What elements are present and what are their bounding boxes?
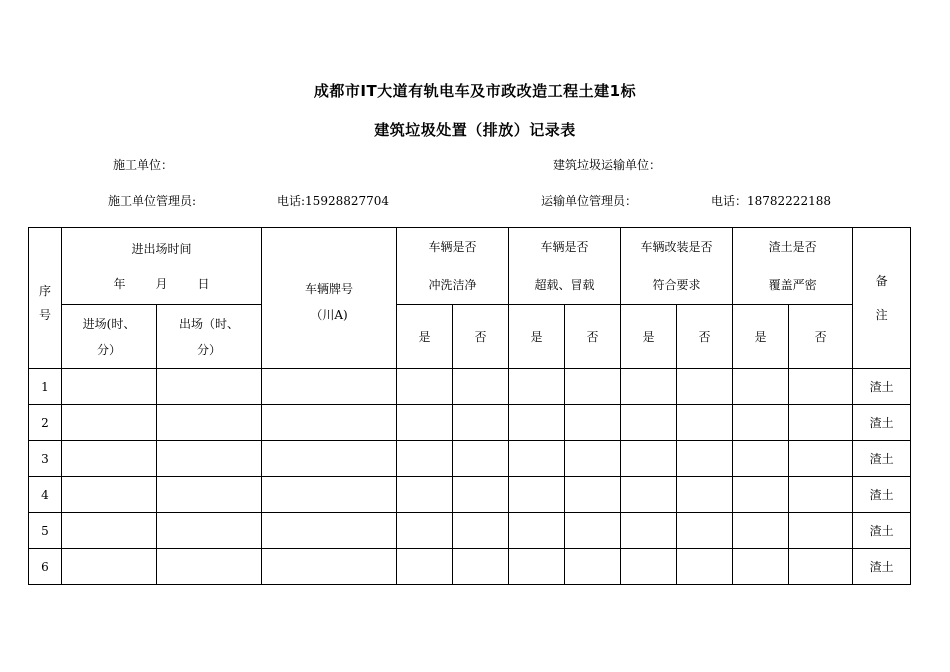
plate-header — [262, 228, 397, 369]
entry-time-header — [62, 305, 157, 369]
time-title: 进出场时间 — [131, 242, 192, 256]
form-title: 建筑垃圾处置（排放）记录表 — [374, 121, 576, 139]
clean-yes-cell[interactable] — [397, 441, 453, 477]
clean-no-cell[interactable] — [453, 513, 509, 549]
date-line — [113, 275, 209, 292]
row-number: 6 — [29, 549, 62, 585]
remark-header-char2: 注 — [875, 308, 888, 322]
document-title: 成都市IT大道有轨电车及市政改造工程土建1标 — [313, 82, 637, 100]
exit-header-line2: 分） — [197, 342, 222, 357]
overload-no-cell[interactable] — [565, 549, 621, 585]
modify-no-header: 否 — [677, 305, 733, 369]
plate-header-line1: 车辆牌号 — [305, 282, 354, 296]
clean-no-cell[interactable] — [453, 549, 509, 585]
overload-no-cell[interactable] — [565, 441, 621, 477]
year-label: 年 — [113, 277, 126, 291]
overload-no-cell[interactable] — [565, 513, 621, 549]
overload-header-line2: 超载、冒载 — [534, 278, 595, 292]
clean-no-cell[interactable] — [453, 441, 509, 477]
cover-yes-cell[interactable] — [733, 513, 789, 549]
clean-no-cell[interactable] — [453, 369, 509, 405]
overload-header — [509, 228, 621, 305]
plate-cell[interactable] — [262, 513, 397, 549]
plate-header-line2: （川A) — [310, 308, 348, 322]
entry-header-line1: 进场(时、 — [82, 316, 136, 331]
cover-yes-header: 是 — [733, 305, 789, 369]
exit-time-cell[interactable] — [157, 441, 262, 477]
header-row-2 — [29, 305, 911, 369]
clean-yes-cell[interactable] — [397, 369, 453, 405]
clean-header-line2: 冲洗洁净 — [428, 278, 477, 292]
entry-time-cell[interactable] — [62, 477, 157, 513]
overload-no-cell[interactable] — [565, 477, 621, 513]
modify-yes-cell[interactable] — [621, 441, 677, 477]
table-row — [29, 369, 911, 405]
table-row — [29, 549, 911, 585]
overload-yes-cell[interactable] — [509, 549, 565, 585]
row-number: 5 — [29, 513, 62, 549]
modify-no-cell[interactable] — [677, 549, 733, 585]
overload-yes-cell[interactable] — [509, 405, 565, 441]
table-row — [29, 513, 911, 549]
overload-no-cell[interactable] — [565, 405, 621, 441]
cover-no-cell[interactable] — [789, 513, 853, 549]
cover-no-cell[interactable] — [789, 477, 853, 513]
overload-yes-cell[interactable] — [509, 441, 565, 477]
modify-header-line2: 符合要求 — [652, 278, 701, 292]
cover-yes-cell[interactable] — [733, 405, 789, 441]
entry-time-cell[interactable] — [62, 441, 157, 477]
overload-yes-cell[interactable] — [509, 369, 565, 405]
clean-no-cell[interactable] — [453, 405, 509, 441]
clean-header-line1: 车辆是否 — [428, 240, 477, 254]
construction-manager-label: 施工单位管理员: — [108, 194, 197, 208]
modify-header — [621, 228, 733, 305]
overload-no-header: 否 — [565, 305, 621, 369]
cover-no-header: 否 — [789, 305, 853, 369]
modify-yes-cell[interactable] — [621, 369, 677, 405]
modify-no-cell[interactable] — [677, 441, 733, 477]
transport-unit-label: 建筑垃圾运输单位： — [553, 158, 662, 172]
clean-yes-cell[interactable] — [397, 513, 453, 549]
record-table — [28, 227, 911, 585]
modify-yes-cell[interactable] — [621, 513, 677, 549]
cover-yes-cell[interactable] — [733, 477, 789, 513]
cover-no-cell[interactable] — [789, 441, 853, 477]
exit-time-cell[interactable] — [157, 369, 262, 405]
remark-cell: 渣土 — [853, 513, 911, 549]
exit-time-cell[interactable] — [157, 477, 262, 513]
cover-header — [733, 228, 853, 305]
transport-manager-label: 运输单位管理员： — [541, 194, 638, 208]
modify-no-cell[interactable] — [677, 369, 733, 405]
clean-no-cell[interactable] — [453, 477, 509, 513]
modify-yes-header: 是 — [621, 305, 677, 369]
clean-no-header: 否 — [453, 305, 509, 369]
row-number: 3 — [29, 441, 62, 477]
cover-yes-cell[interactable] — [733, 441, 789, 477]
cover-yes-cell[interactable] — [733, 549, 789, 585]
entry-header-line2: 分） — [96, 342, 121, 357]
exit-time-cell[interactable] — [157, 405, 262, 441]
modify-no-cell[interactable] — [677, 513, 733, 549]
remark-cell: 渣土 — [853, 369, 911, 405]
table-body — [29, 369, 911, 585]
cover-header-line2: 覆盖严密 — [768, 278, 817, 292]
overload-yes-cell[interactable] — [509, 513, 565, 549]
month-label: 月 — [155, 277, 168, 291]
cover-no-cell[interactable] — [789, 369, 853, 405]
row-number: 4 — [29, 477, 62, 513]
remark-cell: 渣土 — [853, 405, 911, 441]
modify-no-cell[interactable] — [677, 405, 733, 441]
modify-yes-cell[interactable] — [621, 405, 677, 441]
exit-time-header — [157, 305, 262, 369]
modify-no-cell[interactable] — [677, 477, 733, 513]
exit-time-cell[interactable] — [157, 513, 262, 549]
plate-cell[interactable] — [262, 405, 397, 441]
overload-yes-header: 是 — [509, 305, 565, 369]
cover-header-line1: 渣土是否 — [768, 240, 817, 254]
plate-cell[interactable] — [262, 441, 397, 477]
remark-header-char1: 备 — [875, 274, 888, 288]
seq-header-char1: 序 — [38, 284, 51, 298]
entry-time-cell[interactable] — [62, 549, 157, 585]
cover-no-cell[interactable] — [789, 405, 853, 441]
plate-cell[interactable] — [262, 477, 397, 513]
remark-header — [853, 228, 911, 369]
entry-time-cell[interactable] — [62, 513, 157, 549]
clean-header — [397, 228, 509, 305]
exit-header-line1: 出场（时、 — [179, 316, 240, 331]
time-header — [62, 228, 262, 305]
plate-cell[interactable] — [262, 369, 397, 405]
overload-yes-cell[interactable] — [509, 477, 565, 513]
seq-header-char2: 号 — [38, 308, 51, 322]
remark-cell: 渣土 — [853, 549, 911, 585]
phone-transport: 电话：18782222188 — [711, 194, 831, 208]
entry-time-cell[interactable] — [62, 405, 157, 441]
cover-yes-cell[interactable] — [733, 369, 789, 405]
cover-no-cell[interactable] — [789, 549, 853, 585]
overload-no-cell[interactable] — [565, 369, 621, 405]
clean-yes-cell[interactable] — [397, 405, 453, 441]
day-label: 日 — [197, 277, 210, 291]
seq-header — [29, 228, 62, 369]
table-row — [29, 477, 911, 513]
overload-header-line1: 车辆是否 — [540, 240, 589, 254]
modify-yes-cell[interactable] — [621, 477, 677, 513]
exit-time-cell[interactable] — [157, 549, 262, 585]
clean-yes-cell[interactable] — [397, 549, 453, 585]
clean-yes-header: 是 — [397, 305, 453, 369]
remark-cell: 渣土 — [853, 477, 911, 513]
modify-header-line1: 车辆改装是否 — [640, 240, 713, 254]
table-row — [29, 405, 911, 441]
entry-time-cell[interactable] — [62, 369, 157, 405]
phone-construction: 电话:15928827704 — [277, 194, 390, 208]
header-row-1 — [29, 228, 911, 305]
row-number: 1 — [29, 369, 62, 405]
remark-cell: 渣土 — [853, 441, 911, 477]
table-row — [29, 441, 911, 477]
row-number: 2 — [29, 405, 62, 441]
clean-yes-cell[interactable] — [397, 477, 453, 513]
construction-unit-label: 施工单位： — [113, 158, 174, 172]
plate-cell[interactable] — [262, 549, 397, 585]
modify-yes-cell[interactable] — [621, 549, 677, 585]
